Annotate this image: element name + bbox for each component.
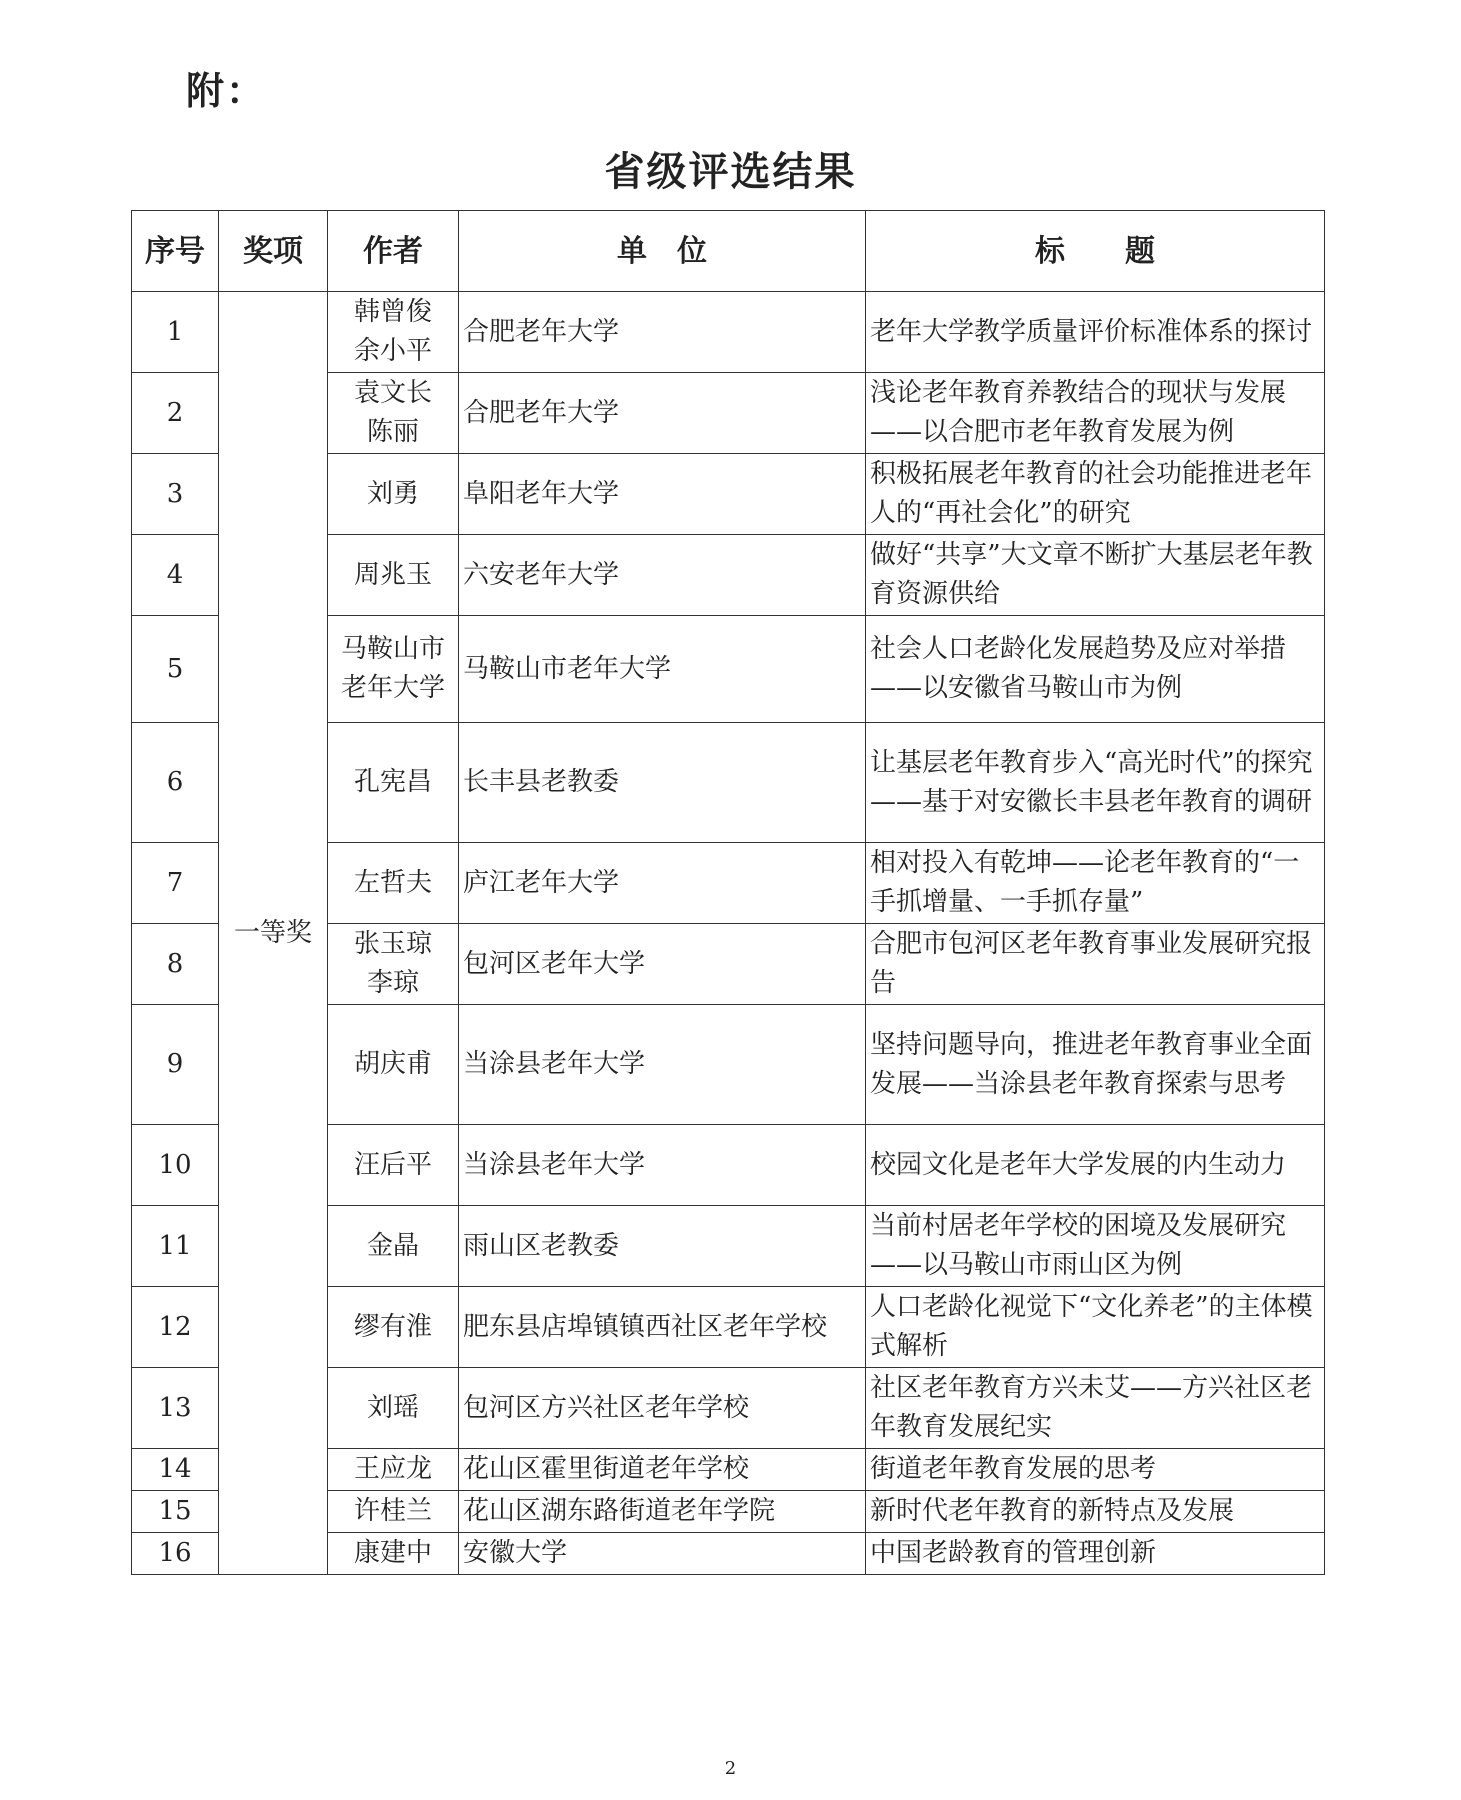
cell-title: 相对投入有乾坤——论老年教育的“一手抓增量、一手抓存量” xyxy=(866,843,1325,924)
cell-index: 7 xyxy=(132,843,219,924)
cell-award: 一等奖 xyxy=(219,292,328,1575)
cell-author: 金晶 xyxy=(328,1206,459,1287)
cell-title: 中国老龄教育的管理创新 xyxy=(866,1533,1325,1575)
cell-index: 8 xyxy=(132,924,219,1005)
cell-title: 合肥市包河区老年教育事业发展研究报告 xyxy=(866,924,1325,1005)
header-index: 序号 xyxy=(132,211,219,292)
cell-index: 9 xyxy=(132,1005,219,1125)
header-title: 标 题 xyxy=(866,211,1325,292)
table-header-row xyxy=(132,211,1325,292)
cell-title: 社会人口老龄化发展趋势及应对举措——以安徽省马鞍山市为例 xyxy=(866,616,1325,723)
cell-title: 让基层老年教育步入“高光时代”的探究——基于对安徽长丰县老年教育的调研 xyxy=(866,723,1325,843)
cell-unit: 雨山区老教委 xyxy=(459,1206,866,1287)
cell-author: 韩曾俊 余小平 xyxy=(328,292,459,373)
cell-index: 4 xyxy=(132,535,219,616)
cell-unit: 包河区方兴社区老年学校 xyxy=(459,1368,866,1449)
cell-author: 孔宪昌 xyxy=(328,723,459,843)
cell-author: 胡庆甫 xyxy=(328,1005,459,1125)
cell-title: 街道老年教育发展的思考 xyxy=(866,1449,1325,1491)
cell-index: 1 xyxy=(132,292,219,373)
cell-unit: 当涂县老年大学 xyxy=(459,1005,866,1125)
cell-title: 人口老龄化视觉下“文化养老”的主体模式解析 xyxy=(866,1287,1325,1368)
cell-unit: 花山区霍里街道老年学校 xyxy=(459,1449,866,1491)
cell-author: 刘勇 xyxy=(328,454,459,535)
cell-unit: 包河区老年大学 xyxy=(459,924,866,1005)
cell-unit: 合肥老年大学 xyxy=(459,292,866,373)
cell-unit: 马鞍山市老年大学 xyxy=(459,616,866,723)
cell-title: 坚持问题导向，推进老年教育事业全面发展——当涂县老年教育探索与思考 xyxy=(866,1005,1325,1125)
cell-title: 浅论老年教育养教结合的现状与发展——以合肥市老年教育发展为例 xyxy=(866,373,1325,454)
cell-author: 左哲夫 xyxy=(328,843,459,924)
cell-author: 汪后平 xyxy=(328,1125,459,1206)
cell-author: 刘瑶 xyxy=(328,1368,459,1449)
attachment-label: 附： xyxy=(186,69,267,113)
cell-author: 缪有淮 xyxy=(328,1287,459,1368)
table-body xyxy=(132,292,1325,1575)
cell-index: 13 xyxy=(132,1368,219,1449)
cell-unit: 当涂县老年大学 xyxy=(459,1125,866,1206)
cell-index: 14 xyxy=(132,1449,219,1491)
cell-title: 老年大学教学质量评价标准体系的探讨 xyxy=(866,292,1325,373)
cell-author: 王应龙 xyxy=(328,1449,459,1491)
cell-unit: 花山区湖东路街道老年学院 xyxy=(459,1491,866,1533)
cell-unit: 肥东县店埠镇镇西社区老年学校 xyxy=(459,1287,866,1368)
cell-author: 康建中 xyxy=(328,1533,459,1575)
header-unit: 单 位 xyxy=(459,211,866,292)
cell-unit: 庐江老年大学 xyxy=(459,843,866,924)
cell-index: 5 xyxy=(132,616,219,723)
results-table xyxy=(131,210,1325,1575)
cell-title: 新时代老年教育的新特点及发展 xyxy=(866,1491,1325,1533)
page-title: 省级评选结果 xyxy=(604,149,857,195)
cell-unit: 六安老年大学 xyxy=(459,535,866,616)
cell-unit: 长丰县老教委 xyxy=(459,723,866,843)
cell-title: 做好“共享”大文章不断扩大基层老年教育资源供给 xyxy=(866,535,1325,616)
cell-title: 社区老年教育方兴未艾——方兴社区老年教育发展纪实 xyxy=(866,1368,1325,1449)
cell-unit: 合肥老年大学 xyxy=(459,373,866,454)
cell-index: 10 xyxy=(132,1125,219,1206)
cell-index: 12 xyxy=(132,1287,219,1368)
cell-index: 16 xyxy=(132,1533,219,1575)
table-row xyxy=(132,292,1325,373)
cell-index: 6 xyxy=(132,723,219,843)
page-number: 2 xyxy=(724,1758,737,1779)
cell-index: 3 xyxy=(132,454,219,535)
cell-index: 11 xyxy=(132,1206,219,1287)
cell-unit: 阜阳老年大学 xyxy=(459,454,866,535)
header-author: 作者 xyxy=(328,211,459,292)
cell-author: 袁文长 陈丽 xyxy=(328,373,459,454)
cell-unit: 安徽大学 xyxy=(459,1533,866,1575)
cell-index: 15 xyxy=(132,1491,219,1533)
cell-author: 马鞍山市老年大学 xyxy=(328,616,459,723)
cell-author: 许桂兰 xyxy=(328,1491,459,1533)
cell-title: 当前村居老年学校的困境及发展研究——以马鞍山市雨山区为例 xyxy=(866,1206,1325,1287)
cell-index: 2 xyxy=(132,373,219,454)
cell-title: 校园文化是老年大学发展的内生动力 xyxy=(866,1125,1325,1206)
cell-author: 张玉琼 李琼 xyxy=(328,924,459,1005)
cell-title: 积极拓展老年教育的社会功能推进老年人的“再社会化”的研究 xyxy=(866,454,1325,535)
header-award: 奖项 xyxy=(219,211,328,292)
cell-author: 周兆玉 xyxy=(328,535,459,616)
